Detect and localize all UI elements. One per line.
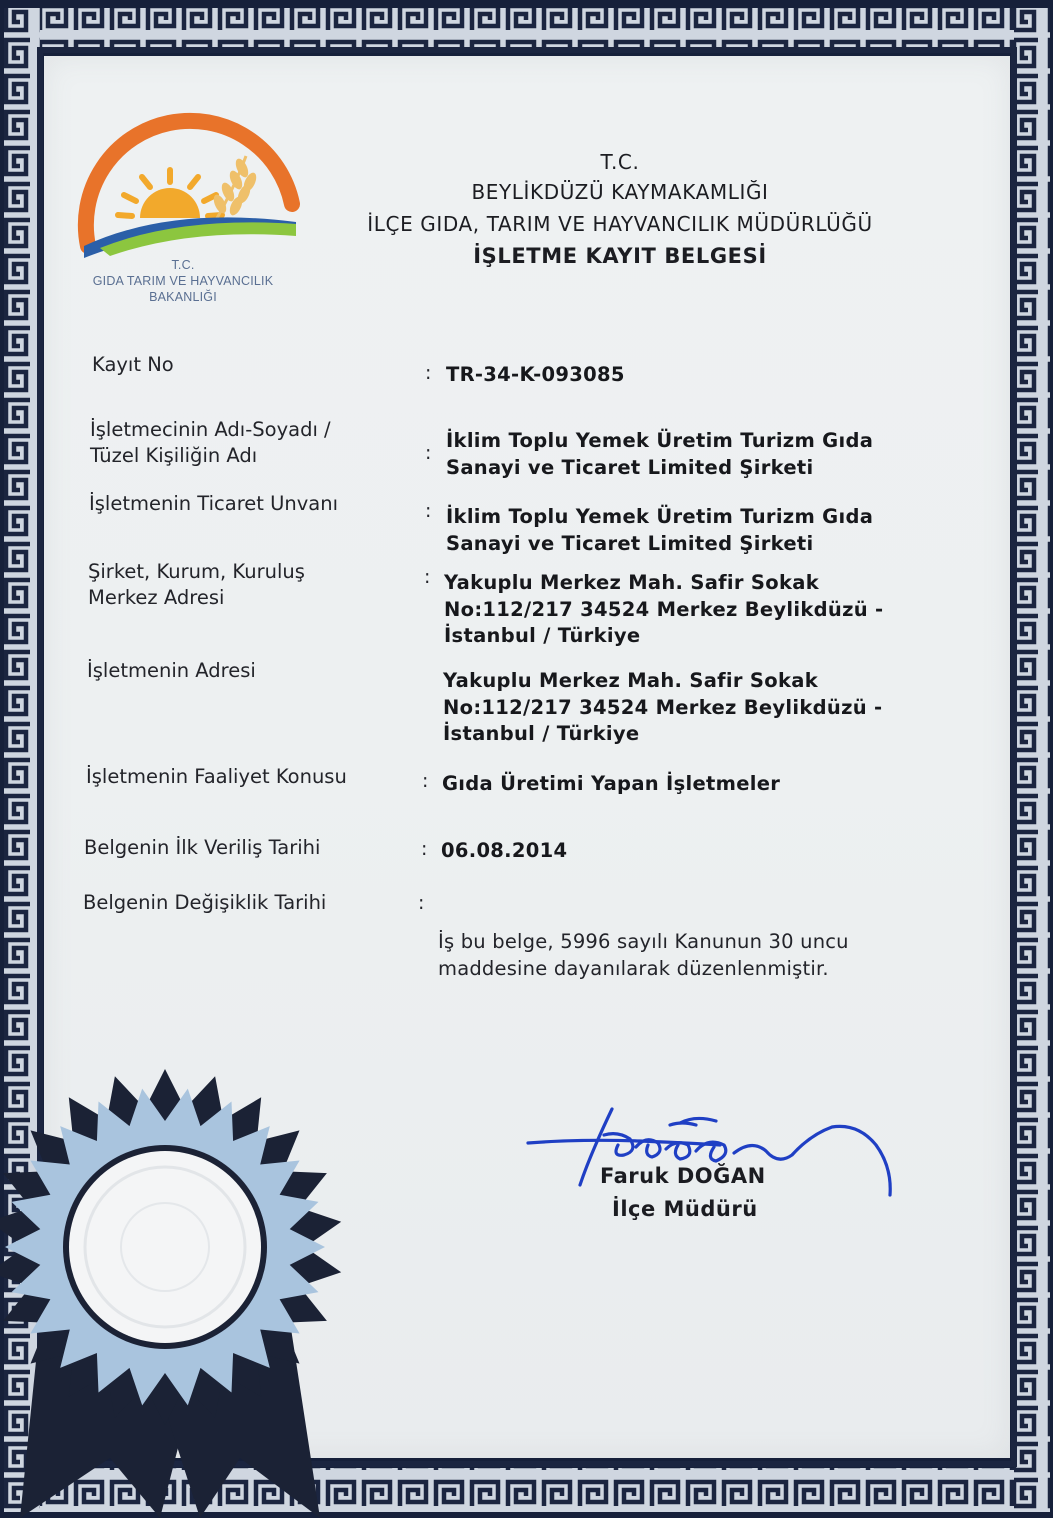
value-kayit-no	[446, 362, 625, 389]
label-degisiklik-tarihi	[83, 890, 326, 916]
label-ticaret-unvani	[89, 491, 338, 517]
colon: :	[421, 838, 428, 860]
value-ticaret-unvani	[446, 504, 873, 557]
value-isletmeci-adi	[446, 428, 873, 481]
document-title: İŞLETME KAYIT BELGESİ	[473, 244, 767, 268]
value-line: TR-34-K-093085	[446, 363, 625, 386]
value-line: 06.08.2014	[441, 839, 568, 862]
value-faaliyet-konusu	[442, 771, 780, 798]
label-line: Şirket, Kurum, Kuruluş	[88, 560, 305, 583]
signatory-name: Faruk DOĞAN	[600, 1164, 766, 1188]
label-line: İşletmecinin Adı-Soyadı /	[90, 418, 331, 441]
label-ilk-verilis-tarihi	[84, 835, 320, 861]
label-line: Belgenin İlk Veriliş Tarihi	[84, 836, 321, 859]
label-line: İşletmenin Adresi	[87, 659, 256, 682]
value-line: Sanayi ve Ticaret Limited Şirketi	[446, 531, 814, 555]
ministry-logo	[70, 96, 302, 266]
legal-note: İş bu belge, 5996 sayılı Kanunun 30 uncu maddesine dayanılarak düzenlenmiştir.	[438, 930, 849, 980]
label-line: İşletmenin Faaliyet Konusu	[86, 765, 347, 788]
label-isletmeci-adi	[90, 417, 331, 469]
label-line: Belgenin Değişiklik Tarihi	[83, 891, 327, 914]
label-faaliyet-konusu	[86, 764, 347, 790]
signatory-title: İlçe Müdürü	[612, 1197, 758, 1221]
label-kayit-no	[92, 352, 174, 378]
label-line: Tüzel Kişiliğin Adı	[90, 444, 258, 467]
value-line: İstanbul / Türkiye	[443, 722, 640, 745]
label-merkez-adresi	[88, 559, 305, 611]
label-line: İşletmenin Ticaret Unvanı	[89, 492, 339, 515]
value-line: Yakuplu Merkez Mah. Safir Sokak	[443, 669, 818, 692]
colon: :	[425, 362, 432, 384]
label-isletme-adresi	[87, 658, 256, 684]
value-line: Gıda Üretimi Yapan İşletmeler	[442, 772, 781, 795]
colon: :	[425, 500, 432, 522]
value-line: No:112/217 34524 Merkez Beylikdüzü -	[443, 695, 883, 719]
value-line: Yakuplu Merkez Mah. Safir Sokak	[444, 571, 819, 594]
logo-text-bakanlik: BAKANLIĞI	[149, 290, 217, 304]
value-line: No:112/217 34524 Merkez Beylikdüzü -	[444, 597, 884, 621]
label-line: Kayıt No	[92, 353, 174, 376]
value-line: İstanbul / Türkiye	[444, 624, 641, 647]
header-mudurluk: İLÇE GIDA, TARIM VE HAYVANCILIK MÜDÜRLÜĞÜ	[367, 212, 873, 236]
label-line: Merkez Adresi	[88, 586, 225, 609]
colon: :	[425, 442, 432, 464]
wheat-icon	[211, 156, 259, 220]
value-merkez-adresi	[444, 570, 883, 650]
ribbon-seal	[0, 1062, 350, 1518]
colon: :	[422, 770, 429, 792]
colon: :	[418, 892, 425, 914]
sun-icon	[118, 170, 222, 218]
value-isletme-adresi	[443, 668, 882, 748]
header-tc: T.C.	[600, 150, 640, 174]
logo-text-tc: T.C.	[171, 258, 195, 272]
logo-text-ministry: GIDA TARIM VE HAYVANCILIK	[92, 274, 274, 288]
value-line: İklim Toplu Yemek Üretim Turizm Gıda	[446, 505, 874, 528]
handwritten-signature	[520, 1095, 910, 1215]
value-ilk-verilis-tarihi	[441, 838, 567, 865]
value-line: İklim Toplu Yemek Üretim Turizm Gıda	[446, 429, 874, 452]
colon: :	[424, 566, 431, 588]
value-line: Sanayi ve Ticaret Limited Şirketi	[446, 455, 814, 479]
header-kaymakamlik: BEYLİKDÜZÜ KAYMAKAMLIĞI	[471, 180, 769, 204]
embossed-seal-disc	[69, 1151, 261, 1343]
